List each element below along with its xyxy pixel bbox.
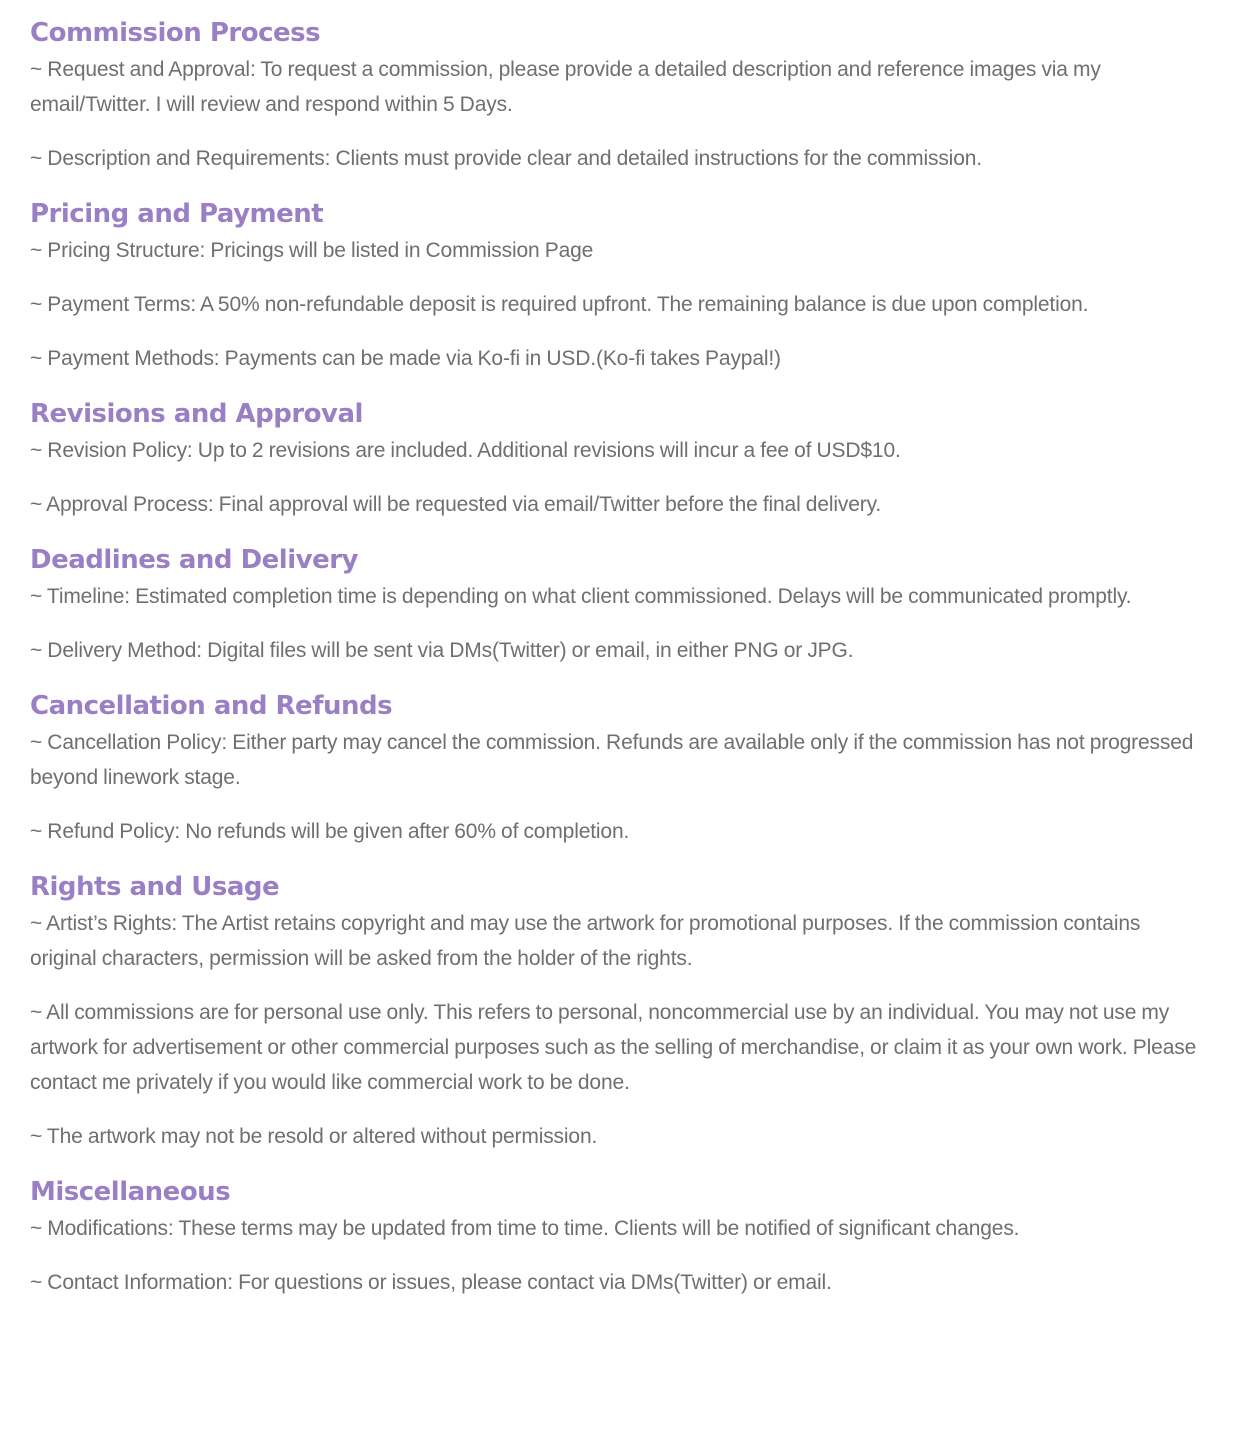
paragraph: ~ Modifications: These terms may be updated from time to time. Clients will be notified of significant changes. <box>30 1217 1020 1240</box>
paragraph: ~ Delivery Method: Digital files will be sent via DMs(Twitter) or email, in either PNG or JPG. <box>30 639 854 662</box>
section-heading: Revisions and Approval <box>30 399 363 429</box>
paragraph: ~ Description and Requirements: Clients must provide clear and detailed instructions for the commission. <box>30 147 982 170</box>
section-heading: Miscellaneous <box>30 1177 231 1207</box>
section-rights-and-usage <box>30 868 1207 1154</box>
paragraph: ~ Revision Policy: Up to 2 revisions are included. Additional revisions will incur a fee of USD$10. <box>30 439 901 462</box>
section-heading: Rights and Usage <box>30 872 280 902</box>
section-commission-process <box>30 14 1207 176</box>
section-pricing-and-payment <box>30 195 1207 376</box>
paragraph: ~ All commissions are for personal use only. This refers to personal, noncommercial use by an individual. You may not use my artwork for advertisement or other commercial purposes such as the selling of merchandise, or claim it as your own work. Please contact me privately if you would like commercial work to be done. <box>30 1001 1197 1094</box>
paragraph: ~ Approval Process: Final approval will be requested via email/Twitter before the final delivery. <box>30 493 882 516</box>
paragraph: ~ Timeline: Estimated completion time is depending on what client commissioned. Delays will be communicated promptly. <box>30 585 1132 608</box>
paragraph: ~ Pricing Structure: Pricings will be listed in Commission Page <box>30 239 594 262</box>
paragraph: ~ Request and Approval: To request a commission, please provide a detailed description and reference images via my email/Twitter. I will review and respond within 5 Days. <box>30 58 1101 116</box>
terms-document <box>30 14 1207 1300</box>
paragraph: ~ Contact Information: For questions or issues, please contact via DMs(Twitter) or email. <box>30 1271 832 1294</box>
paragraph: ~ Payment Terms: A 50% non-refundable deposit is required upfront. The remaining balance is due upon completion. <box>30 293 1089 316</box>
section-cancellation-and-refunds <box>30 687 1207 849</box>
paragraph: ~ The artwork may not be resold or altered without permission. <box>30 1125 598 1148</box>
section-deadlines-and-delivery <box>30 541 1207 668</box>
section-heading: Pricing and Payment <box>30 199 324 229</box>
paragraph: ~ Payment Methods: Payments can be made via Ko-fi in USD.(Ko-fi takes Paypal!) <box>30 347 781 370</box>
paragraph: ~ Artist’s Rights: The Artist retains copyright and may use the artwork for promotional purposes. If the commission contains original characters, permission will be asked from the holder of the rights. <box>30 912 1141 970</box>
paragraph: ~ Cancellation Policy: Either party may cancel the commission. Refunds are available only if the commission has not progressed beyond linework stage. <box>30 731 1194 789</box>
section-revisions-and-approval <box>30 395 1207 522</box>
section-heading: Deadlines and Delivery <box>30 545 358 575</box>
paragraph: ~ Refund Policy: No refunds will be given after 60% of completion. <box>30 820 630 843</box>
section-heading: Cancellation and Refunds <box>30 691 393 721</box>
section-heading: Commission Process <box>30 18 321 48</box>
section-miscellaneous <box>30 1173 1207 1300</box>
